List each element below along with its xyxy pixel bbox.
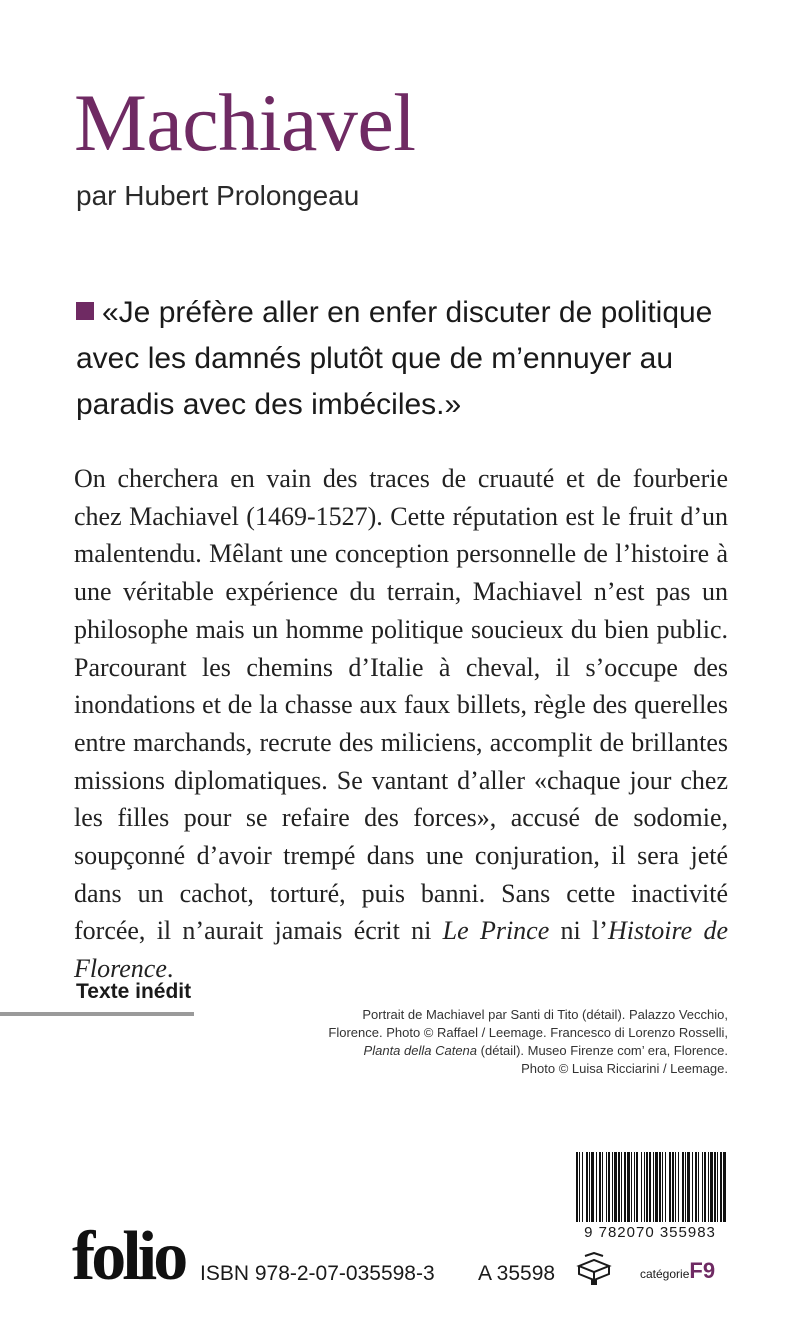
barcode	[574, 1152, 726, 1241]
category	[640, 1258, 715, 1284]
barcode-bars	[574, 1152, 726, 1222]
folio-logo: folio	[72, 1218, 185, 1295]
barcode-number: 9 782070 355983	[584, 1224, 716, 1241]
quote-block	[76, 290, 736, 428]
book-code: A 35598	[478, 1262, 556, 1285]
book-author: par Hubert Prolongeau	[76, 180, 360, 211]
summary-title-le-prince: Le Prince	[442, 916, 550, 946]
summary-body: On cherchera en vain des traces de cruauté et de fourberie chez Machiavel (1469-1527). Cette réputation est le fruit d’un malentendu. Mêlant une conception personnelle de l’histoire à une véritable expérience du terrain, Machiavel n’est pas un philosophe mais un homme politique soucieux du bien public. Parcourant les chemins d’Italie à cheval, il s’occupe des inondations et de la chasse aux faux billets, règle des querelles entre marchands, recrute des miliciens, accomplit de brillantes missions diplomatiques. Se vantant d’aller «chaque jour chez les filles pour se refaire des forces», accusé de sodomie, soupçonné d’avoir trempé dans une conjuration, il sera jeté dans un cachot, torturé, puis banni. Sans cette inactivité forcée, il n’aurait jamais écrit ni	[74, 464, 728, 946]
divider	[0, 1012, 194, 1016]
texte-inedit-label: Texte inédit	[76, 980, 192, 1003]
quote-text: «Je préfère aller en enfer discuter de politique avec les damnés plutôt que de m’ennuyer au paradis avec des imbéciles.»	[76, 296, 713, 421]
summary-end: .	[166, 954, 174, 984]
isbn: ISBN 978-2-07-035598-3	[200, 1262, 435, 1285]
credit-line-2-title: Planta della Catena	[363, 1043, 478, 1058]
category-label: catégorie	[640, 1267, 690, 1281]
summary-text	[74, 460, 728, 988]
credit-line-1: Portrait de Machiavel par Santi di Tito (détail). Palazzo Vecchio, Florence. Photo © Raffael / Leemage.	[328, 1007, 728, 1040]
square-bullet-icon	[76, 302, 94, 320]
summary-connector: ni l’	[560, 916, 608, 946]
gallimard-logo-icon	[575, 1252, 613, 1286]
credit-line-2-suffix: (détail). Museo Firenze com’ era, Florence. Photo © Luisa Ricciarini / Leemage.	[480, 1043, 728, 1076]
book-title: Machiavel	[74, 77, 416, 168]
summary-title-histoire: Histoire de Florence	[74, 916, 729, 984]
image-credits	[328, 1006, 728, 1078]
credit-line-2-prefix: Francesco di Lorenzo Rosselli,	[550, 1025, 728, 1040]
category-value: F9	[689, 1258, 716, 1283]
